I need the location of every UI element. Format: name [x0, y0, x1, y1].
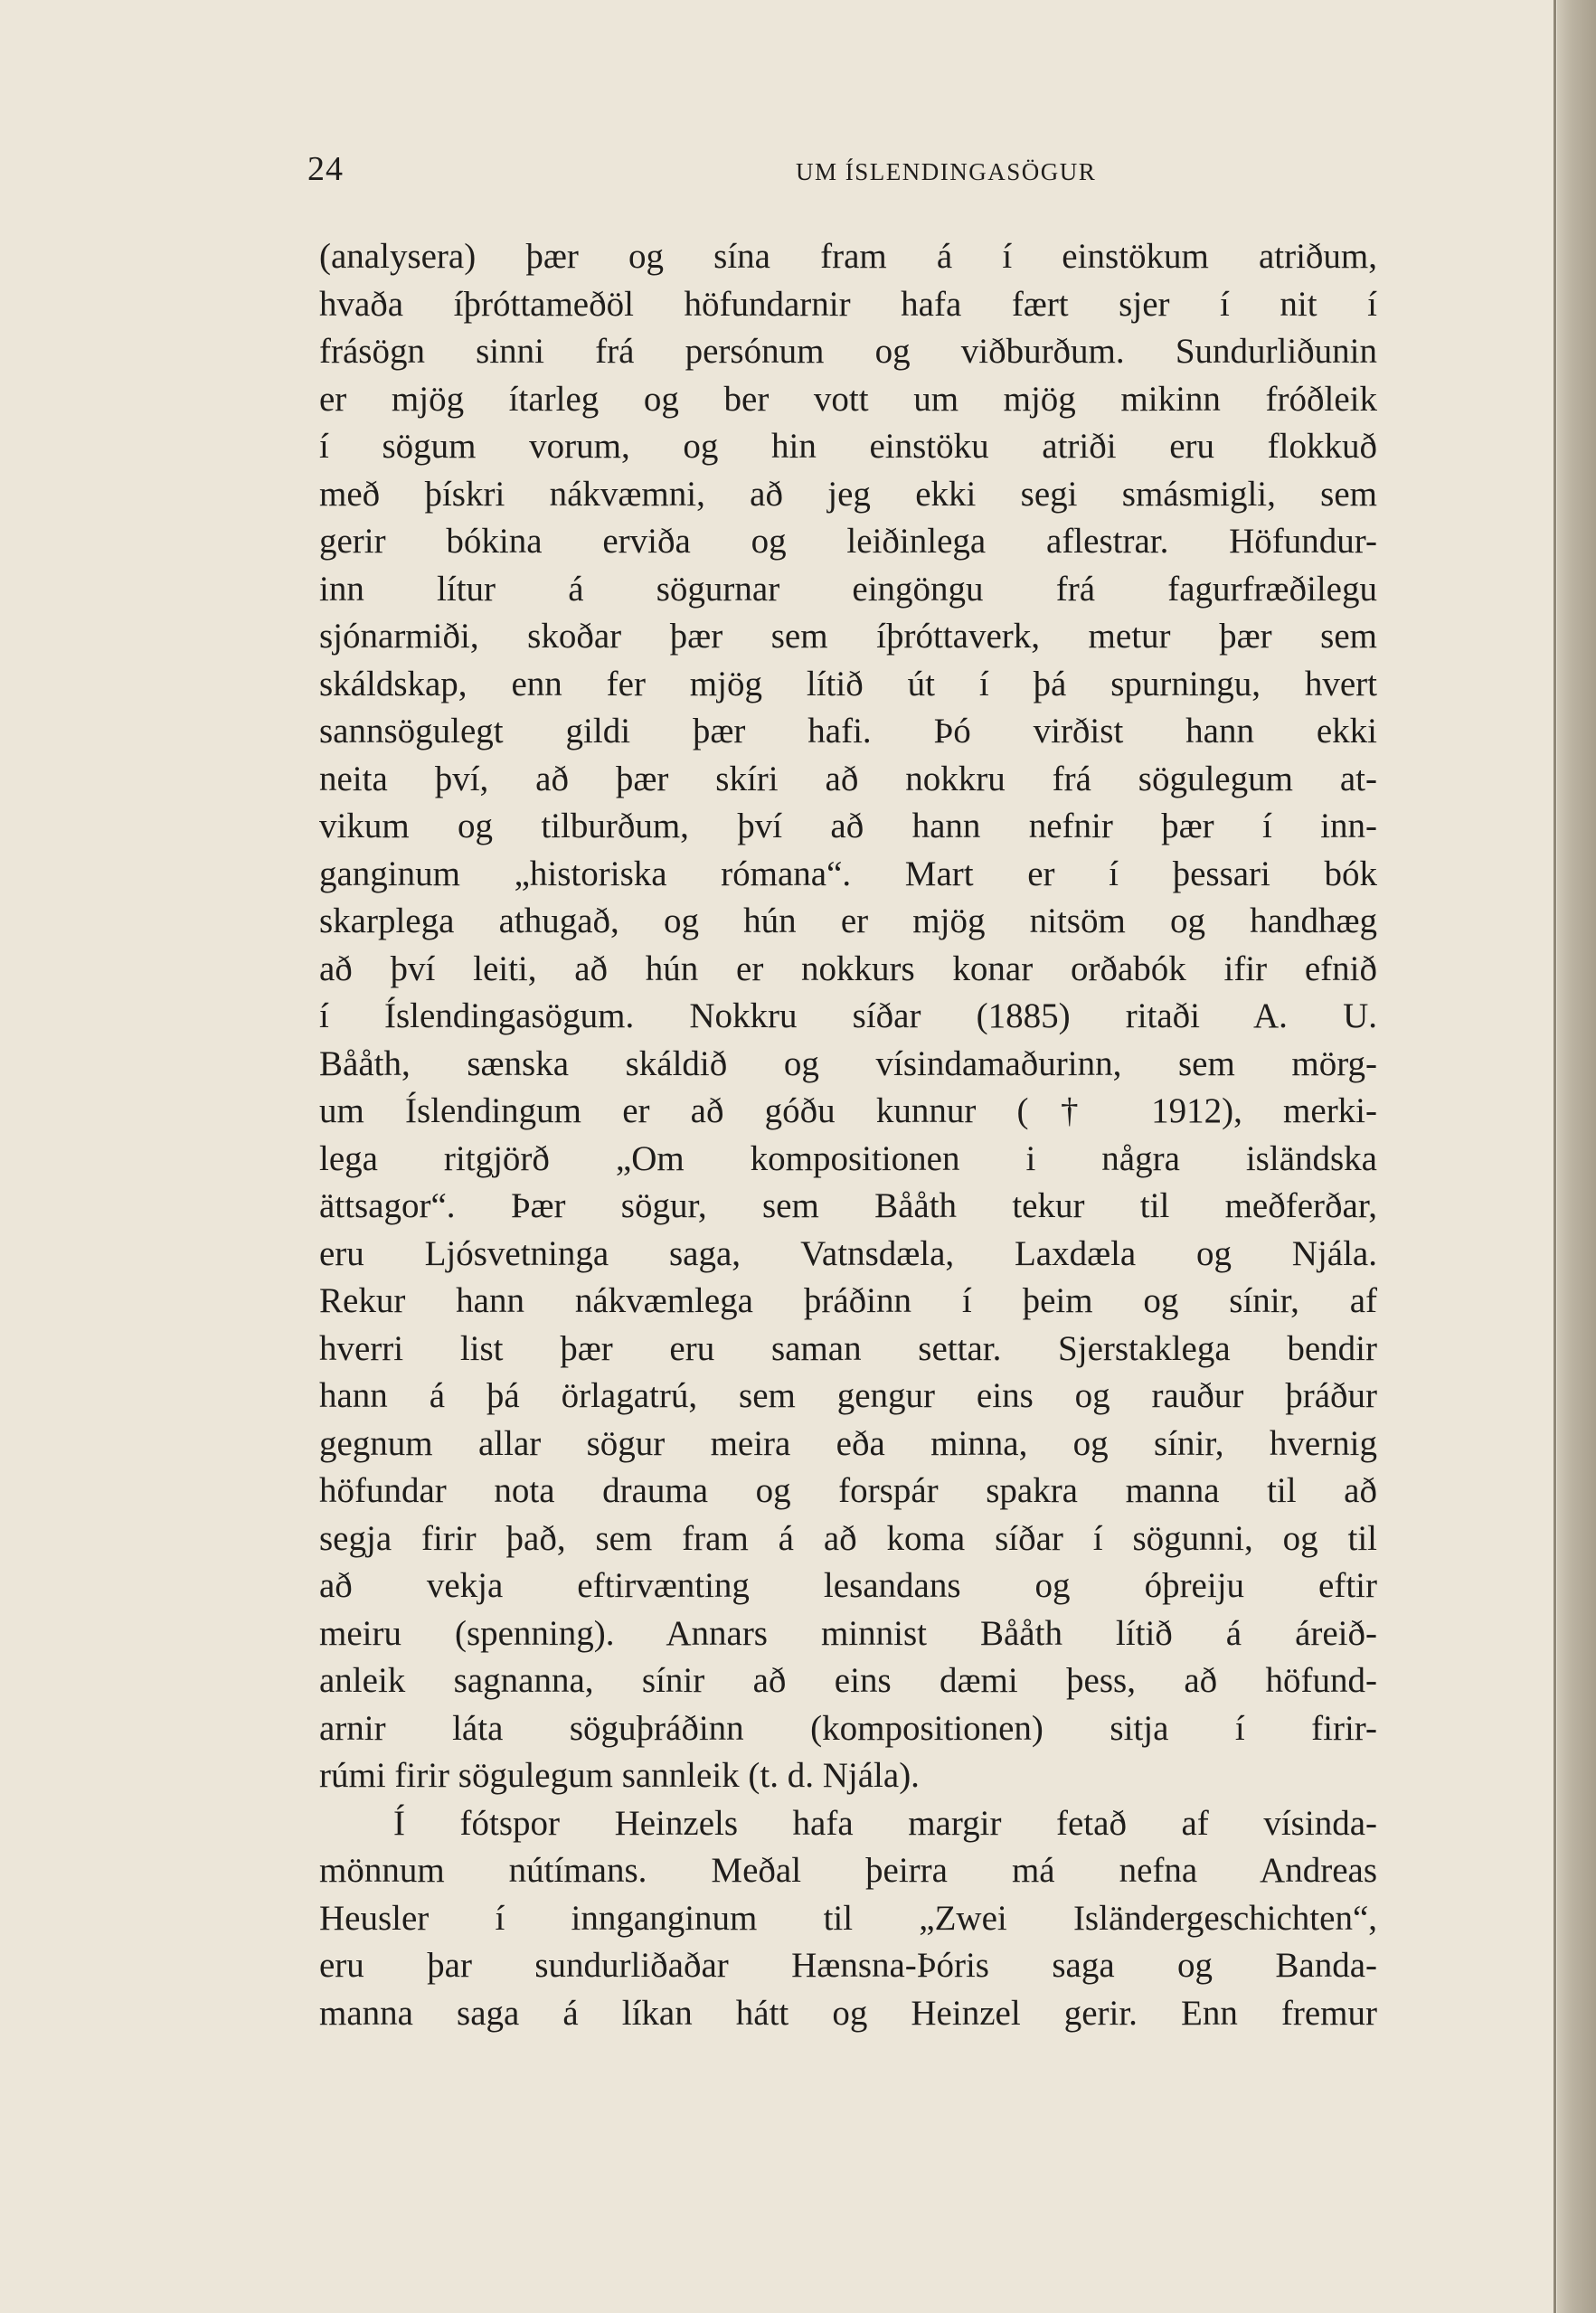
text-line: mönnum nútímans. Meðal þeirra má nefna Andreas — [319, 1851, 1377, 1890]
body-text — [319, 233, 1377, 2037]
page-number: 24 — [307, 150, 344, 188]
text-line: manna saga á líkan hátt og Heinzel gerir. Enn fremur — [319, 1993, 1377, 2033]
book-spine-edge — [1557, 0, 1596, 2313]
text-line: ättsagor“. Þær sögur, sem Bååth tekur til meðferðar, — [319, 1186, 1377, 1225]
text-line: höfundar nota drauma og forspár spakra manna til að — [319, 1471, 1377, 1510]
text-line: lega ritgjörð „Om kompositionen i några isländska — [319, 1138, 1377, 1178]
text-line: meiru (spenning). Annars minnist Bååth lítið á áreið- — [319, 1613, 1377, 1653]
text-line: hverri list þær eru saman settar. Sjerstaklega bendir — [319, 1328, 1377, 1368]
text-line: að vekja eftirvænting lesandans og óþreiju eftir — [319, 1566, 1377, 1605]
paragraph-end-line: rúmi firir sögulegum sannleik (t. d. Njála). — [319, 1756, 920, 1795]
text-line: segja firir það, sem fram á að koma síðar í sögunni, og til — [319, 1518, 1377, 1558]
text-line: Rekur hann nákvæmlega þráðinn í þeim og sínir, af — [319, 1281, 1377, 1320]
text-line: arnir láta söguþráðinn (kompositionen) sitja í firir- — [319, 1708, 1377, 1748]
page-edge-line — [1554, 0, 1556, 2313]
text-line: skáldskap, enn fer mjög lítið út í þá spurningu, hvert — [319, 664, 1377, 703]
text-line: í Íslendingasögum. Nokkru síðar (1885) ritaði A. U. — [319, 996, 1377, 1035]
text-line: Heusler í innganginum til „Zwei Isländergeschichten“, — [319, 1898, 1377, 1938]
text-line: gerir bókina erviða og leiðinlega aflestrar. Höfundur- — [319, 522, 1377, 561]
text-line: ganginum „historiska rómana“. Mart er í þessari bók — [319, 854, 1377, 893]
text-line: sjónarmiði, skoðar þær sem íþróttaverk, metur þær sem — [319, 617, 1377, 656]
text-line: inn lítur á sögurnar eingöngu frá fagurfræðilegu — [319, 569, 1377, 609]
text-line: Bååth, sænska skáldið og vísindamaðurinn, sem mörg- — [319, 1043, 1377, 1083]
text-line: skarplega athugað, og hún er mjög nitsöm og handhæg — [319, 902, 1377, 940]
text-line: hvaða íþróttameðöl höfundarnir hafa fært sjer í nit í — [319, 284, 1377, 324]
text-line: vikum og tilburðum, því að hann nefnir þær í inn- — [319, 807, 1377, 845]
text-line: eru þar sundurliðaðar Hænsna-Þóris saga og Banda- — [319, 1946, 1377, 1985]
text-line: anleik sagnanna, sínir að eins dæmi þess, að höfund- — [319, 1661, 1377, 1700]
text-line: (analysera) þær og sína fram á í einstökum atriðum, — [319, 237, 1377, 276]
text-line: hann á þá örlagatrú, sem gengur eins og rauður þráður — [319, 1376, 1377, 1415]
text-line: er mjög ítarleg og ber vott um mjög mikinn fróðleik — [319, 379, 1377, 419]
text-line: í sögum vorum, og hin einstöku atriði eru flokkuð — [319, 427, 1377, 466]
text-line: neita því, að þær skíri að nokkru frá sögulegum at- — [319, 759, 1377, 798]
text-line: frásögn sinni frá persónum og viðburðum. Sundurliðunin — [319, 332, 1377, 371]
text-line: um Íslendingum er að góðu kunnur († 1912), merki- — [319, 1091, 1377, 1130]
text-line: eru Ljósvetninga saga, Vatnsdæla, Laxdæla og Njála. — [319, 1233, 1377, 1273]
paragraph-start-line: Í fótspor Heinzels hafa margir fetað af vísinda- — [393, 1803, 1377, 1843]
running-title: UM ÍSLENDINGASÖGUR — [796, 158, 1097, 185]
text-line: sannsögulegt gildi þær hafi. Þó virðist hann ekki — [319, 712, 1377, 751]
running-head — [0, 149, 1596, 194]
text-line: að því leiti, að hún er nokkurs konar orðabók ifir efnið — [319, 949, 1377, 988]
text-line: með þískri nákvæmni, að jeg ekki segi smásmigli, sem — [319, 474, 1377, 514]
text-line: gegnum allar sögur meira eða minna, og sínir, hvernig — [319, 1423, 1377, 1463]
